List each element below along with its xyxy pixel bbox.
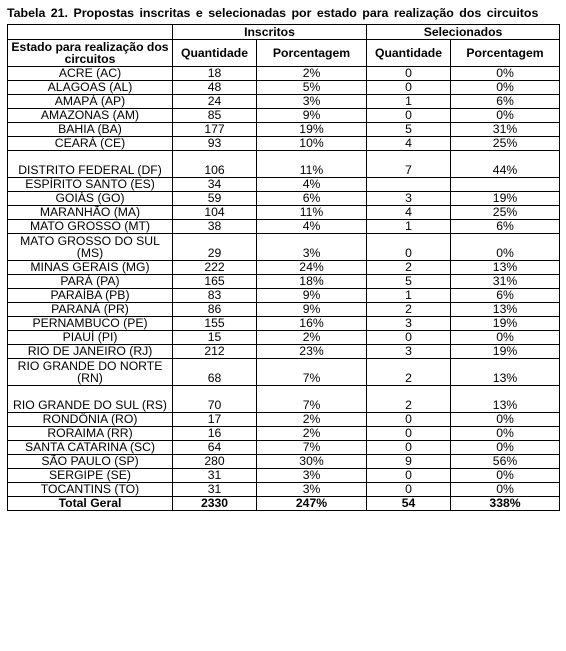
cell-state: RONDÔNIA (RO) — [8, 413, 173, 427]
cell-state: RIO GRANDE DO SUL (RS) — [8, 386, 173, 413]
cell-ins-percentage: 4% — [257, 220, 367, 234]
group-header-row — [8, 25, 560, 40]
cell-state: ESPÍRITO SANTO (ES) — [8, 178, 173, 192]
proposals-by-state-table — [7, 24, 560, 511]
cell-state: RIO DE JANEIRO (RJ) — [8, 345, 173, 359]
cell-sel-quantity: 1 — [367, 220, 451, 234]
cell-ins-quantity: 16 — [173, 427, 257, 441]
cell-sel-percentage — [451, 178, 560, 192]
table-row — [8, 95, 560, 109]
cell-sel-percentage: 25% — [451, 206, 560, 220]
table-row — [8, 289, 560, 303]
cell-ins-quantity: 104 — [173, 206, 257, 220]
cell-sel-percentage: 0% — [451, 441, 560, 455]
cell-state: SERGIPE (SE) — [8, 469, 173, 483]
cell-ins-percentage: 3% — [257, 469, 367, 483]
cell-ins-quantity: 17 — [173, 413, 257, 427]
cell-ins-quantity: 68 — [173, 359, 257, 386]
cell-ins-percentage: 3% — [257, 234, 367, 261]
cell-sel-quantity: 2 — [367, 386, 451, 413]
cell-state: BAHIA (BA) — [8, 123, 173, 137]
column-header-row — [8, 40, 560, 67]
cell-ins-percentage: 9% — [257, 289, 367, 303]
cell-sel-percentage: 6% — [451, 95, 560, 109]
cell-sel-quantity: 4 — [367, 137, 451, 151]
table-row — [8, 469, 560, 483]
cell-state: CEARÁ (CE) — [8, 137, 173, 151]
cell-ins-quantity: 280 — [173, 455, 257, 469]
cell-ins-percentage: 11% — [257, 151, 367, 178]
table-row — [8, 206, 560, 220]
cell-ins-percentage: 30% — [257, 455, 367, 469]
cell-sel-percentage: 19% — [451, 345, 560, 359]
cell-state: MARANHÃO (MA) — [8, 206, 173, 220]
cell-state: PIAUÍ (PI) — [8, 331, 173, 345]
cell-ins-quantity: 31 — [173, 469, 257, 483]
column-header-state: Estado para realização dos circuitos — [8, 40, 173, 67]
cell-sel-percentage: 0% — [451, 427, 560, 441]
cell-sel-percentage: 0% — [451, 81, 560, 95]
total-sel-quantity: 54 — [367, 497, 451, 511]
cell-ins-quantity: 24 — [173, 95, 257, 109]
table-row — [8, 109, 560, 123]
cell-sel-percentage: 13% — [451, 359, 560, 386]
cell-ins-quantity: 165 — [173, 275, 257, 289]
cell-ins-quantity: 29 — [173, 234, 257, 261]
empty-group-header — [8, 25, 173, 40]
cell-sel-percentage: 0% — [451, 413, 560, 427]
cell-state: MATO GROSSO (MT) — [8, 220, 173, 234]
table-row — [8, 137, 560, 151]
table-row — [8, 386, 560, 413]
cell-ins-quantity: 222 — [173, 261, 257, 275]
cell-sel-quantity: 5 — [367, 123, 451, 137]
cell-ins-percentage: 16% — [257, 317, 367, 331]
cell-state: PARAÍBA (PB) — [8, 289, 173, 303]
cell-ins-quantity: 31 — [173, 483, 257, 497]
cell-ins-quantity: 70 — [173, 386, 257, 413]
group-header-selecionados: Selecionados — [367, 25, 560, 40]
cell-sel-percentage: 13% — [451, 303, 560, 317]
cell-sel-quantity: 9 — [367, 455, 451, 469]
table-body — [8, 67, 560, 497]
cell-state: TOCANTINS (TO) — [8, 483, 173, 497]
table-row — [8, 234, 560, 261]
cell-ins-quantity: 93 — [173, 137, 257, 151]
cell-sel-quantity: 0 — [367, 441, 451, 455]
cell-sel-quantity: 0 — [367, 331, 451, 345]
cell-ins-percentage: 24% — [257, 261, 367, 275]
cell-sel-percentage: 13% — [451, 261, 560, 275]
cell-state: PERNAMBUCO (PE) — [8, 317, 173, 331]
cell-state: AMAZONAS (AM) — [8, 109, 173, 123]
cell-sel-percentage: 0% — [451, 469, 560, 483]
cell-ins-percentage: 4% — [257, 178, 367, 192]
cell-ins-quantity: 83 — [173, 289, 257, 303]
cell-sel-quantity: 0 — [367, 483, 451, 497]
table-row — [8, 67, 560, 81]
cell-sel-quantity: 3 — [367, 192, 451, 206]
table-row — [8, 331, 560, 345]
cell-ins-percentage: 9% — [257, 109, 367, 123]
column-header-sel-percentage: Porcentagem — [451, 40, 560, 67]
table-row — [8, 220, 560, 234]
total-ins-quantity: 2330 — [173, 497, 257, 511]
table-caption: Tabela 21. Propostas inscritas e selecionadas por estado para realização dos circuitos — [7, 6, 539, 20]
cell-sel-percentage: 56% — [451, 455, 560, 469]
cell-ins-percentage: 2% — [257, 413, 367, 427]
cell-ins-quantity: 38 — [173, 220, 257, 234]
cell-ins-percentage: 19% — [257, 123, 367, 137]
table-row — [8, 455, 560, 469]
cell-sel-quantity — [367, 178, 451, 192]
cell-state: MINAS GERAIS (MG) — [8, 261, 173, 275]
cell-ins-percentage: 18% — [257, 275, 367, 289]
cell-sel-percentage: 0% — [451, 109, 560, 123]
table-row — [8, 261, 560, 275]
table-row — [8, 123, 560, 137]
cell-ins-quantity: 212 — [173, 345, 257, 359]
cell-ins-percentage: 11% — [257, 206, 367, 220]
cell-sel-quantity: 2 — [367, 261, 451, 275]
cell-sel-percentage: 0% — [451, 67, 560, 81]
cell-ins-quantity: 86 — [173, 303, 257, 317]
cell-ins-percentage: 7% — [257, 359, 367, 386]
cell-state: DISTRITO FEDERAL (DF) — [8, 151, 173, 178]
cell-state: RORAIMA (RR) — [8, 427, 173, 441]
cell-ins-percentage: 6% — [257, 192, 367, 206]
cell-ins-quantity: 34 — [173, 178, 257, 192]
cell-sel-quantity: 0 — [367, 81, 451, 95]
cell-ins-percentage: 2% — [257, 427, 367, 441]
cell-sel-quantity: 1 — [367, 95, 451, 109]
cell-sel-percentage: 0% — [451, 331, 560, 345]
cell-sel-percentage: 6% — [451, 220, 560, 234]
cell-state: ALAGOAS (AL) — [8, 81, 173, 95]
total-row — [8, 497, 560, 511]
cell-state: GOIÁS (GO) — [8, 192, 173, 206]
cell-ins-quantity: 48 — [173, 81, 257, 95]
cell-ins-quantity: 106 — [173, 151, 257, 178]
cell-ins-percentage: 3% — [257, 95, 367, 109]
cell-sel-quantity: 7 — [367, 151, 451, 178]
table-row — [8, 427, 560, 441]
cell-sel-quantity: 0 — [367, 469, 451, 483]
table-row — [8, 192, 560, 206]
column-header-ins-percentage: Porcentagem — [257, 40, 367, 67]
cell-state: PARÁ (PA) — [8, 275, 173, 289]
table-row — [8, 303, 560, 317]
cell-sel-quantity: 0 — [367, 234, 451, 261]
cell-ins-quantity: 18 — [173, 67, 257, 81]
cell-state: AMAPÁ (AP) — [8, 95, 173, 109]
total-label: Total Geral — [8, 497, 173, 511]
cell-ins-percentage: 23% — [257, 345, 367, 359]
cell-sel-quantity: 0 — [367, 427, 451, 441]
cell-state: MATO GROSSO DO SUL (MS) — [8, 234, 173, 261]
cell-sel-percentage: 25% — [451, 137, 560, 151]
table-row — [8, 441, 560, 455]
cell-sel-quantity: 0 — [367, 413, 451, 427]
cell-sel-quantity: 4 — [367, 206, 451, 220]
cell-ins-quantity: 15 — [173, 331, 257, 345]
cell-ins-quantity: 155 — [173, 317, 257, 331]
cell-ins-percentage: 5% — [257, 81, 367, 95]
cell-ins-quantity: 59 — [173, 192, 257, 206]
cell-state: SANTA CATARINA (SC) — [8, 441, 173, 455]
cell-ins-quantity: 85 — [173, 109, 257, 123]
cell-sel-percentage: 31% — [451, 123, 560, 137]
cell-state: SÃO PAULO (SP) — [8, 455, 173, 469]
cell-sel-quantity: 2 — [367, 303, 451, 317]
cell-sel-percentage: 6% — [451, 289, 560, 303]
table-row — [8, 317, 560, 331]
column-header-sel-quantity: Quantidade — [367, 40, 451, 67]
table-row — [8, 81, 560, 95]
cell-sel-percentage: 13% — [451, 386, 560, 413]
cell-sel-percentage: 19% — [451, 317, 560, 331]
cell-sel-quantity: 0 — [367, 109, 451, 123]
cell-sel-quantity: 3 — [367, 317, 451, 331]
cell-sel-percentage: 0% — [451, 483, 560, 497]
total-sel-percentage: 338% — [451, 497, 560, 511]
table-row — [8, 178, 560, 192]
cell-sel-quantity: 0 — [367, 67, 451, 81]
cell-sel-quantity: 3 — [367, 345, 451, 359]
cell-ins-quantity: 177 — [173, 123, 257, 137]
table-row — [8, 345, 560, 359]
cell-state: ACRE (AC) — [8, 67, 173, 81]
cell-ins-percentage: 3% — [257, 483, 367, 497]
cell-sel-percentage: 19% — [451, 192, 560, 206]
cell-ins-percentage: 2% — [257, 67, 367, 81]
cell-ins-percentage: 7% — [257, 441, 367, 455]
table-row — [8, 151, 560, 178]
table-row — [8, 275, 560, 289]
total-ins-percentage: 247% — [257, 497, 367, 511]
cell-sel-percentage: 31% — [451, 275, 560, 289]
cell-ins-percentage: 10% — [257, 137, 367, 151]
column-header-ins-quantity: Quantidade — [173, 40, 257, 67]
cell-sel-quantity: 2 — [367, 359, 451, 386]
table-row — [8, 483, 560, 497]
cell-ins-percentage: 7% — [257, 386, 367, 413]
group-header-inscritos: Inscritos — [173, 25, 367, 40]
table-row — [8, 359, 560, 386]
cell-sel-percentage: 44% — [451, 151, 560, 178]
table-row — [8, 413, 560, 427]
cell-ins-percentage: 2% — [257, 331, 367, 345]
cell-ins-quantity: 64 — [173, 441, 257, 455]
cell-sel-percentage: 0% — [451, 234, 560, 261]
cell-state: PARANÁ (PR) — [8, 303, 173, 317]
cell-sel-quantity: 1 — [367, 289, 451, 303]
cell-state: RIO GRANDE DO NORTE (RN) — [8, 359, 173, 386]
cell-ins-percentage: 9% — [257, 303, 367, 317]
cell-sel-quantity: 5 — [367, 275, 451, 289]
